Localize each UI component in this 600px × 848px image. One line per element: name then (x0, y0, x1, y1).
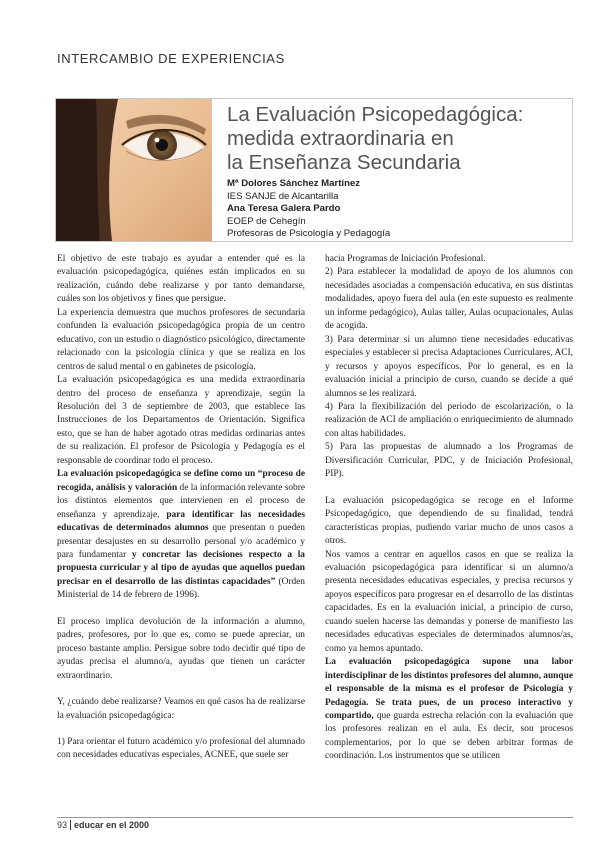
author-name: Mª Dolores Sánchez Martínez (227, 178, 361, 189)
paragraph: El objetivo de este trabajo es ayudar a entender qué es la evaluación psicopedagógica, quiénes están implicados en su realización, cuándo debe realizarse y por tanto demandarse, cuáles son los objetivos y fines que persigue. (57, 254, 305, 305)
author-affiliation: IES SANJE de Alcantarilla (227, 190, 339, 202)
section-label: INTERCAMBIO DE EXPERIENCIAS (57, 51, 285, 66)
paragraph: 5) Para las propuestas de alumnado a los Programas de Diversificación Curricular, PDC, y de Iniciación Profesional, PIP). (325, 442, 573, 480)
author-affiliation: EOEP de Cehegín (227, 215, 306, 227)
text: de la información relevante sobre los distintos elementos que intervienen en el proceso de enseñanza y aprendizaje, (57, 482, 306, 520)
footer-separator (70, 820, 71, 830)
bold-text: La evaluación psicopedagógica se define como un “proceso de recogida, análisis y valoración (57, 469, 305, 493)
left-column (57, 253, 305, 763)
paragraph: 4) Para la flexibilización del periodo de escolarización, o la realización de ACI de ampliación o enriquecimiento de alumnado con altas habilidades. (325, 401, 573, 439)
author-name: Ana Teresa Galera Pardo (227, 203, 341, 215)
page-number: 93 (57, 820, 68, 830)
magazine-name: educar en el 2000 (74, 820, 150, 830)
title-line: La Evaluación Psicopedagógica: (227, 103, 524, 126)
paragraph-definition (57, 468, 305, 603)
paragraph: La evaluación psicopedagógica se recoge en el Informe Psicopedagógico, que dependiendo de su finalidad, tendrá características propias, pudiendo variar mucho de unos casos a otros. (325, 495, 573, 547)
footer-divider (57, 817, 573, 818)
paragraph: La evaluación psicopedagógica es una medida extraordinaria dentro del proceso de enseñanza y aprendizaje, según la Resolución del 3 de septiembre de 2003, que establece las Instrucciones de los Departamentos de Orientación. Significa esto, que se han de haber agotado otras medidas ordinarias antes de su realización. El profesor de Psicología y Pedagogía es el responsable de coordinar todo el proceso. (57, 375, 305, 466)
page-footer (57, 820, 149, 830)
title-line: la Enseñanza Secundaria (227, 151, 461, 174)
text: (Orden Ministerial de 14 de febrero de 1996). (57, 576, 305, 601)
paragraph: Nos vamos a centrar en aquellos casos en que se realiza la evaluación psicopedagógica para identificar si un alumno/a presenta necesidades educativas especiales, y precisa recursos y apoyos específicos para progresar en el desarrollo de las distintas capacidades. Es en la evaluación inicial, a principio de curso, cuando suelen hacerse las demandas y ponerse de manifiesto las necesidades educativas especiales de determinados alumnos/as, como ya hemos apuntado. (325, 549, 573, 654)
paragraph: 1) Para orientar el futuro académico y/o profesional del alumnado con necesidades educativas especiales, ACNEE, que suele ser (57, 736, 305, 761)
bold-text: y concretar las decisiones respecto a la propuesta curricular y al tipo de ayudas que aquellos puedan precisar en el desarrollo de las distintas capacidades” (57, 549, 305, 587)
paragraph-bold (325, 656, 573, 764)
bold-text: para identificar las necesidades educativas de determinados alumnos (57, 509, 305, 534)
article-title (227, 103, 567, 175)
paragraph: hacia Programas de Iniciación Profesional. (325, 254, 486, 264)
title-line: medida extraordinaria en (227, 127, 454, 150)
author-block (227, 178, 567, 241)
paragraph: 2) Para establecer la modalidad de apoyo de los alumnos con necesidades asociadas a compensación educativa, en sus distintas modalidades, apoyo fuera del aula (en este supuesto es realmente un informe pedagógico), Aulas taller, Aulas ocupacionales, Aulas de acogida. (325, 267, 573, 332)
paragraph: El proceso implica devolución de la información a alumno, padres, profesores, por lo que es, como se puede apreciar, un proceso bastante amplio. Persigue sobre todo decidir qué tipo de ayudas precisa el alumno/a, ayudas que tienen un carácter extraordinario. (57, 616, 305, 681)
paragraph: La experiencia demuestra que muchos profesores de secundaria confunden la evaluación psicopedagógica propia de un centro educativo, con un estudio o diagnóstico psicológico, directamente relacionado con la psicología clínica y que se realiza en los centros de salud mental o en gabinetes de psicología. (57, 307, 305, 372)
paragraph: 3) Para determinar si un alumno tiene necesidades educativas especiales y establecer si precisa Adaptaciones Curriculares, ACI, y recursos y apoyos específicos. Por lo general, es en la evaluación inicial a principio de curso, cuando se decide a qué alumnos se les realizará. (325, 334, 573, 399)
text: que presentan o pueden presentar desajustes en su desarrollo personal y/o académico y para fundamentar (57, 523, 305, 560)
eye-photo (56, 99, 212, 241)
author-roles: Profesoras de Psicología y Pedagogía (227, 228, 391, 240)
right-column (325, 253, 573, 764)
bold-text: La evaluación psicopedagógica supone una labor interdisciplinar de los distintos profesores del alumno, aunque el responsable de la misma es el profesor de Psicología y Pedagogía. Se trata pues, de un proceso interactivo y compartido, (325, 657, 573, 721)
text: que guarda estrecha relación con la evaluación que los profesores realizan en el aula. Es decir, son procesos complementarios, por lo que se deben arbitrar formas de coordinación. Los instrumentos que se utilicen (325, 710, 573, 762)
paragraph: Y, ¿cuándo debe realizarse? Veamos en qué casos ha de realizarse la evaluación psicopedagógica: (57, 697, 305, 721)
